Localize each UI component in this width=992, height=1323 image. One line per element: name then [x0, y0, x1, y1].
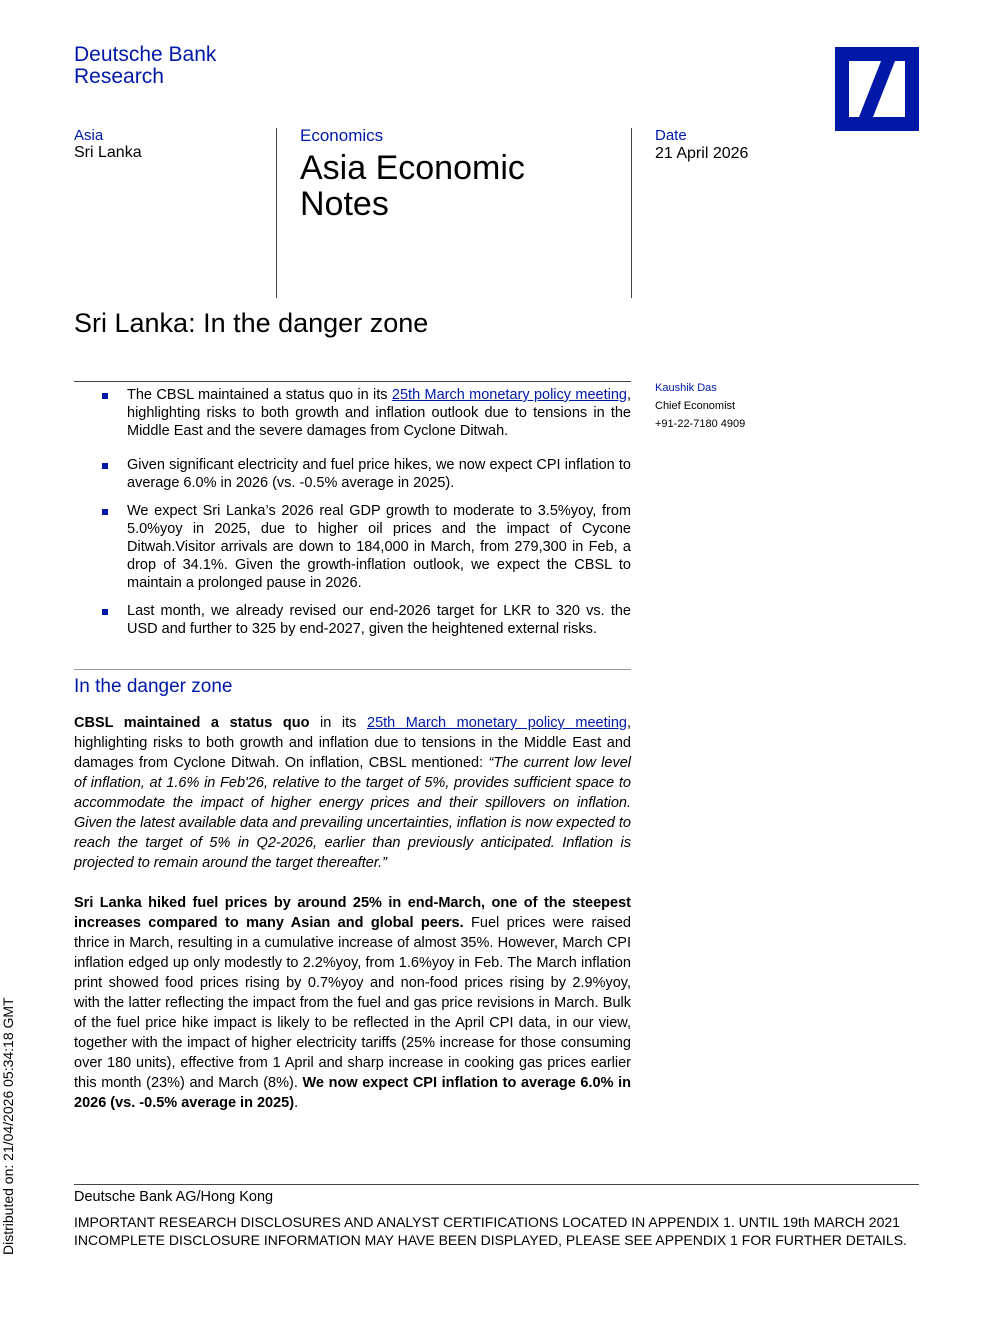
- bullet-text: The CBSL maintained a status quo in its: [127, 387, 392, 403]
- square-bullet-icon: [102, 509, 108, 515]
- cbsl-quote: “The current low level of inflation, at 1.6% in Feb'26, relative to the target of 5%, provides sufficient space to accommodate the impact of higher energy prices and their spillovers on inflation. Given the latest available data and prevailing uncertainties, inflation is now expected to reach the target of 5% in Q2-2026, earlier than previously anticipated. Inflation is projected to remain around the target thereafter.”: [74, 755, 632, 871]
- bullet-text: Given significant electricity and fuel price hikes, we now expect CPI inflation to average 6.0% in 2026 (vs. -0.5% average in 2025).: [127, 457, 631, 491]
- column-divider-right: [631, 128, 632, 298]
- para1-bold: CBSL maintained a status quo: [74, 715, 310, 731]
- para2-bold-conclusion: We now expect CPI inflation to average 6.0% in 2026 (vs. -0.5% average in 2025): [74, 1075, 631, 1111]
- list-item: [102, 386, 631, 440]
- para1-text: , highlighting risks to both growth and inflation due to tensions in the Middle East and damages from Cyclone Ditwah. On inflation, CBSL mentioned:: [74, 715, 631, 771]
- para2-text: .: [294, 1095, 299, 1111]
- key-points-list: [102, 386, 631, 648]
- country-label: Sri Lanka: [74, 144, 142, 161]
- square-bullet-icon: [102, 609, 108, 615]
- document-title: [300, 150, 525, 222]
- deutsche-bank-logo-icon: [835, 47, 919, 131]
- policy-meeting-link-body[interactable]: 25th March monetary policy meeting: [367, 715, 627, 731]
- column-divider-left: [276, 128, 277, 298]
- author-phone: +91-22-7180 4909: [655, 418, 746, 430]
- bullet-text: Last month, we already revised our end-2026 target for LKR to 320 vs. the USD and further to 325 by end-2027, given the heightened external risks.: [127, 603, 631, 637]
- date-value: 21 April 2026: [655, 145, 749, 162]
- footer-disclosure: IMPORTANT RESEARCH DISCLOSURES AND ANALYST CERTIFICATIONS LOCATED IN APPENDIX 1. UNTIL 19th MARCH 2021 INCOMPLETE DISCLOSURE INFORMATION MAY HAVE BEEN DISPLAYED, PLEASE SEE APPENDIX 1 FOR FURTHER DETAILS.: [74, 1214, 907, 1248]
- author-role: Chief Economist: [655, 400, 736, 412]
- para2-bold-lead: Sri Lanka hiked fuel prices by around 25% in end-March, one of the steepest increases compared to many Asian and global peers.: [74, 895, 631, 931]
- summary-top-rule: [74, 381, 631, 382]
- distribution-stamp: Distributed on: 21/04/2026 05:34:18 GMT: [0, 997, 16, 1255]
- list-item: [102, 502, 631, 592]
- footer-entity: Deutsche Bank AG/Hong Kong: [74, 1189, 274, 1205]
- body-paragraph-2: [74, 893, 631, 1113]
- document-title-line-2: Notes: [300, 185, 389, 223]
- body-paragraph-1: [74, 713, 631, 873]
- category-label: Economics: [300, 126, 384, 145]
- footer-rule: [74, 1184, 919, 1185]
- bullet-text: , highlighting risks to both growth and inflation outlook due to tensions in the Middle East and the severe damages from Cyclone Ditwah.: [127, 387, 631, 439]
- date-label: Date: [655, 127, 687, 144]
- square-bullet-icon: [102, 393, 108, 399]
- document-title-line-1: Asia Economic: [300, 149, 525, 187]
- brand-name: [74, 44, 216, 88]
- list-item: [102, 602, 631, 638]
- page-title: Sri Lanka: In the danger zone: [74, 308, 429, 338]
- region-label: Asia: [74, 127, 104, 144]
- brand-line-1: Deutsche Bank: [74, 43, 217, 66]
- para2-text: Fuel prices were raised thrice in March, resulting in a cumulative increase of almost 35%. However, March CPI inflation edged up only modestly to 2.2%yoy, from 1.6%yoy in Feb. The March inflation print showed food prices rising by 0.7%yoy and non-food prices rising by 2.9%yoy, with the latter reflecting the impact from the fuel and gas price revisions in March. Bulk of the fuel price hike impact is likely to be reflected in the April CPI data, in our view, together with the impact of higher electricity tariffs (25% increase for those consuming over 180 units), effective from 1 April and sharp increase in cooking gas prices earlier this month (23%) and March (8%).: [74, 915, 631, 1091]
- policy-meeting-link[interactable]: 25th March monetary policy meeting: [391, 387, 627, 403]
- author-name[interactable]: Kaushik Das: [655, 382, 717, 394]
- square-bullet-icon: [102, 463, 108, 469]
- summary-bottom-rule: [74, 669, 631, 670]
- brand-line-2: Research: [74, 65, 164, 88]
- list-item: [102, 456, 631, 492]
- para1-text: in its: [309, 715, 367, 731]
- section-heading: In the danger zone: [74, 676, 233, 697]
- bullet-text: We expect Sri Lanka’s 2026 real GDP growth to moderate to 3.5%yoy, from 5.0%yoy in 2025, due to higher oil prices and the impact of Cycone Ditwah.Visitor arrivals are down to 184,000 in March, from 279,300 in Feb, a drop of 34.1%. Given the growth-inflation outlook, we expect the CBSL to maintain a prolonged pause in 2026.: [127, 503, 631, 591]
